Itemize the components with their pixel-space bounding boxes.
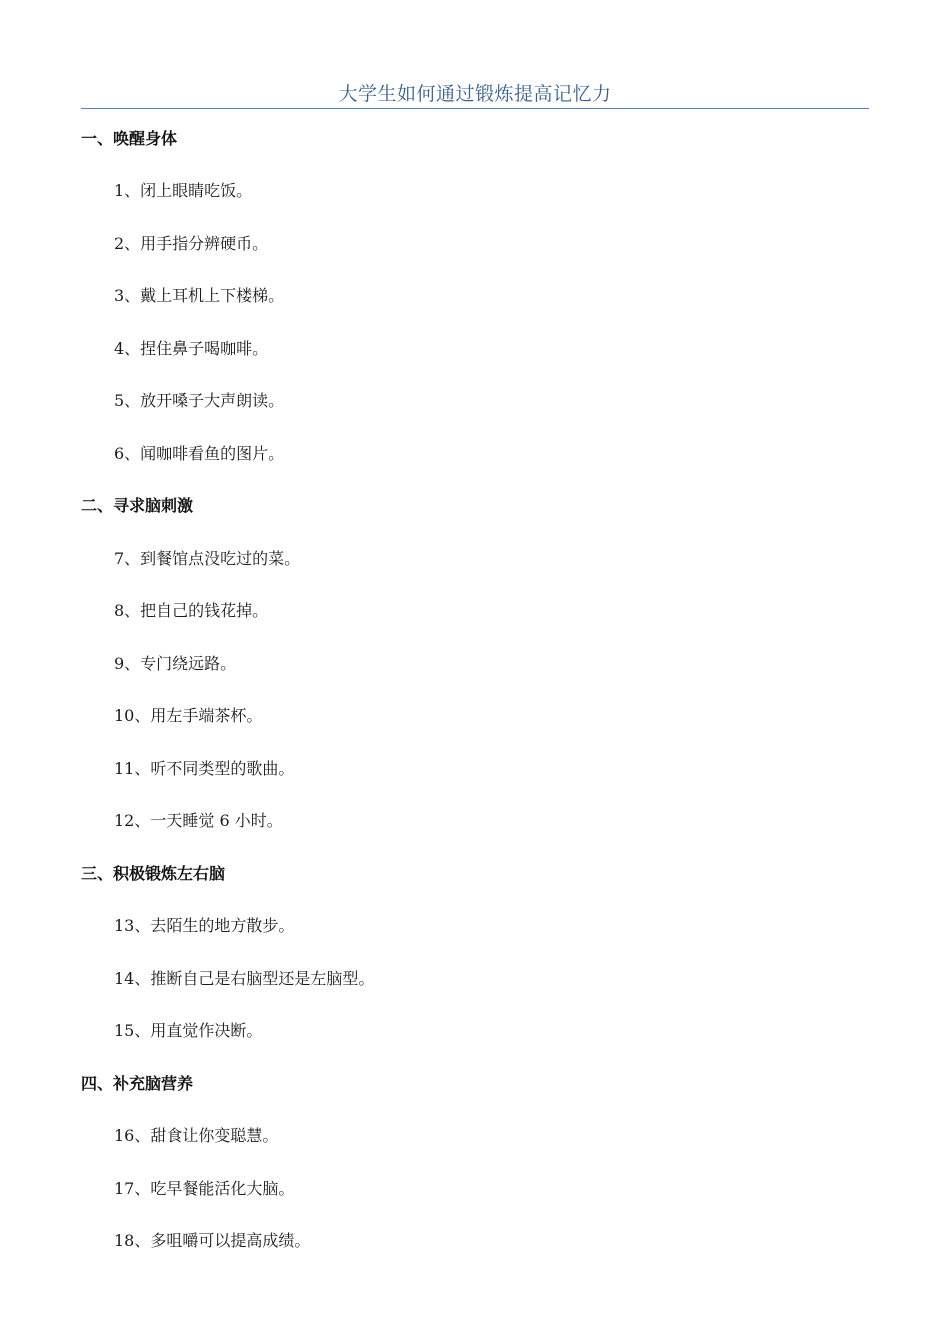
list-item: 4、捏住鼻子喝咖啡。 [114,339,269,358]
list-item: 10、用左手端茶杯。 [114,706,263,725]
list-item: 16、甜食让你变聪慧。 [114,1126,279,1145]
list-item: 7、到餐馆点没吃过的菜。 [114,549,301,568]
list-item: 17、吃早餐能活化大脑。 [114,1179,295,1198]
list-item: 3、戴上耳机上下楼梯。 [114,286,285,305]
list-item: 6、闻咖啡看鱼的图片。 [114,444,285,463]
list-item: 8、把自己的钱花掉。 [114,601,269,620]
list-item: 2、用手指分辨硬币。 [114,234,269,253]
section-heading: 四、补充脑营养 [81,1074,194,1093]
list-item: 15、用直觉作决断。 [114,1021,263,1040]
list-item: 13、去陌生的地方散步。 [114,916,295,935]
list-item: 1、闭上眼睛吃饭。 [114,181,253,200]
list-item: 5、放开嗓子大声朗读。 [114,391,285,410]
list-item: 12、一天睡觉 6 小时。 [114,811,283,830]
list-item: 18、多咀嚼可以提高成绩。 [114,1231,311,1250]
list-item: 14、推断自己是右脑型还是左脑型。 [114,969,375,988]
document-title: 大学生如何通过锻炼提高记忆力 [338,83,612,105]
section-heading: 一、唤醒身体 [81,129,178,148]
section-heading: 二、寻求脑刺激 [81,496,194,515]
title-divider [81,108,869,109]
list-item: 9、专门绕远路。 [114,654,237,673]
section-heading: 三、积极锻炼左右脑 [81,864,226,883]
list-item: 11、听不同类型的歌曲。 [114,759,295,778]
